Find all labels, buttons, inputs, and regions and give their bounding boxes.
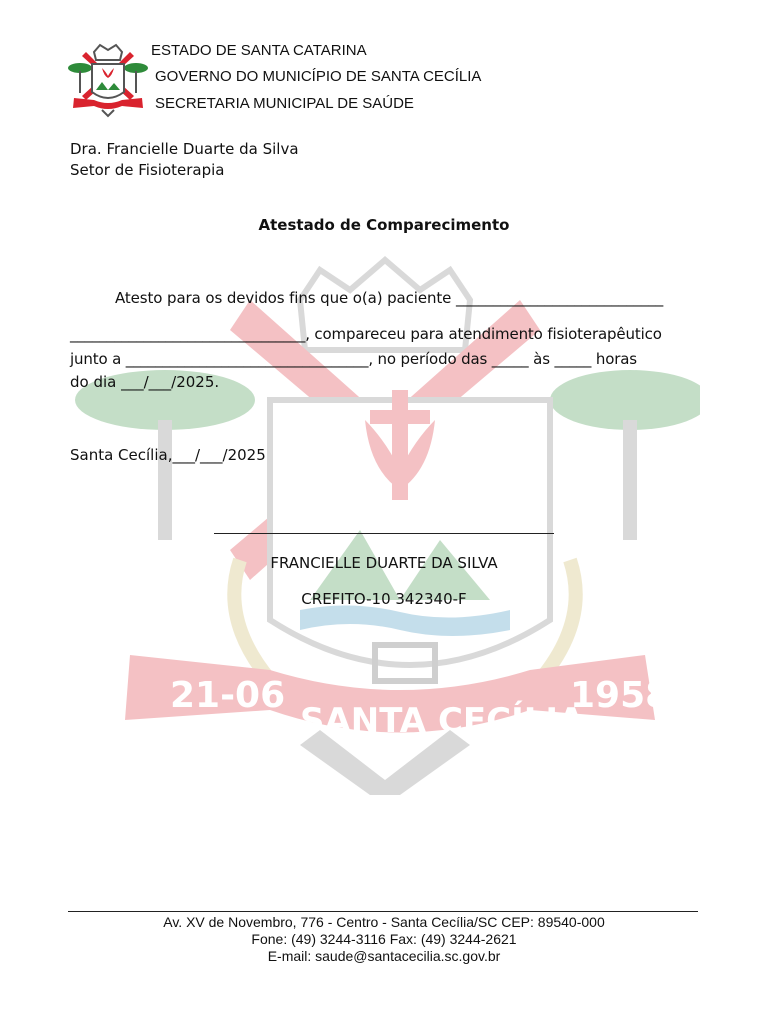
paragraph-line-2: ________________________________, compareceu para atendimento fisioterapêutico xyxy=(70,325,662,343)
footer-email: E-mail: saude@santacecilia.sc.gov.br xyxy=(267,948,501,964)
watermark-city: SANTA CECÍLIA xyxy=(300,701,585,741)
watermark-right-year: 1958 xyxy=(570,675,671,716)
footer-phones: Fone: (49) 3244-3116 Fax: (49) 3244-2621 xyxy=(251,931,517,947)
header-state: ESTADO DE SANTA CATARINA xyxy=(151,42,367,59)
watermark-cross-vertical xyxy=(392,390,408,500)
document-title: Atestado de Comparecimento xyxy=(258,216,510,234)
paragraph-line-4: do dia ___/___/2025. xyxy=(70,373,220,391)
coat-of-arms-icon xyxy=(68,42,148,118)
header-secretariat: SECRETARIA MUNICIPAL DE SAÚDE xyxy=(155,95,414,112)
paragraph-line-3: junto a _________________________________, no período das _____ às _____ horas xyxy=(70,350,637,368)
paragraph-line-1: Atesto para os devidos fins que o(a) paciente ____________________________ xyxy=(115,289,664,307)
watermark-right-trunk xyxy=(623,420,637,540)
watermark-cross-horizontal xyxy=(370,410,430,424)
watermark-left-trunk xyxy=(158,420,172,540)
coat-of-arms-watermark xyxy=(70,240,700,800)
signature-registration: CREFITO-10 342340-F xyxy=(301,590,467,608)
issuer-name: Dra. Francielle Duarte da Silva xyxy=(70,140,299,158)
header-government: GOVERNO DO MUNICÍPIO DE SANTA CECÍLIA xyxy=(155,68,482,85)
signature-name: FRANCIELLE DUARTE DA SILVA xyxy=(270,554,498,572)
footer-divider xyxy=(68,911,698,912)
watermark-left-date: 21-06 xyxy=(170,675,286,716)
place-date: Santa Cecília,___/___/2025 xyxy=(70,446,266,464)
footer-address: Av. XV de Novembro, 776 - Centro - Santa Cecília/SC CEP: 89540-000 xyxy=(163,914,605,930)
signature-line xyxy=(214,533,554,534)
issuer-department: Setor de Fisioterapia xyxy=(70,161,225,179)
